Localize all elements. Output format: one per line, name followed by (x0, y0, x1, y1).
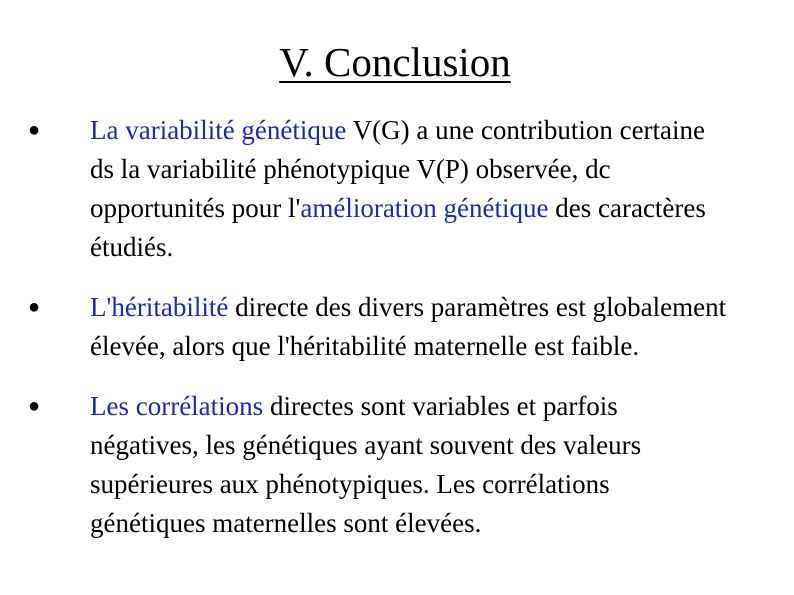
keyword-link[interactable]: L'héritabilité (90, 292, 229, 322)
bullet-dot-icon: ● (28, 296, 41, 318)
slide-title: V. Conclusion (279, 39, 511, 85)
bullet-item (0, 387, 730, 543)
bullet-dot-icon: ● (28, 395, 41, 417)
keyword-link[interactable]: La variabilité génétique (90, 115, 347, 145)
keyword-link[interactable]: amélioration génétique (300, 193, 549, 223)
bullet-item (0, 288, 730, 366)
bullet-text: V(G) a une contribution certaine ds la variabilité phénotypique V(P) observée, dc opportunités pour l' (90, 115, 706, 223)
bullet-list (0, 111, 794, 543)
bullet-text: directes sont variables et parfois négatives, les génétiques ayant souvent des valeurs supérieures aux phénotypiques. Les corrélations génétiques maternelles sont élevées. (90, 391, 642, 538)
bullet-item (0, 111, 730, 267)
keyword-link[interactable]: Les corrélations (90, 391, 264, 421)
bullet-text: des caractères étudiés. (90, 193, 706, 262)
bullet-text: directe des divers paramètres est globalement élevée, alors que l'héritabilité maternelle est faible. (90, 292, 727, 361)
bullet-dot-icon: ● (28, 119, 41, 141)
